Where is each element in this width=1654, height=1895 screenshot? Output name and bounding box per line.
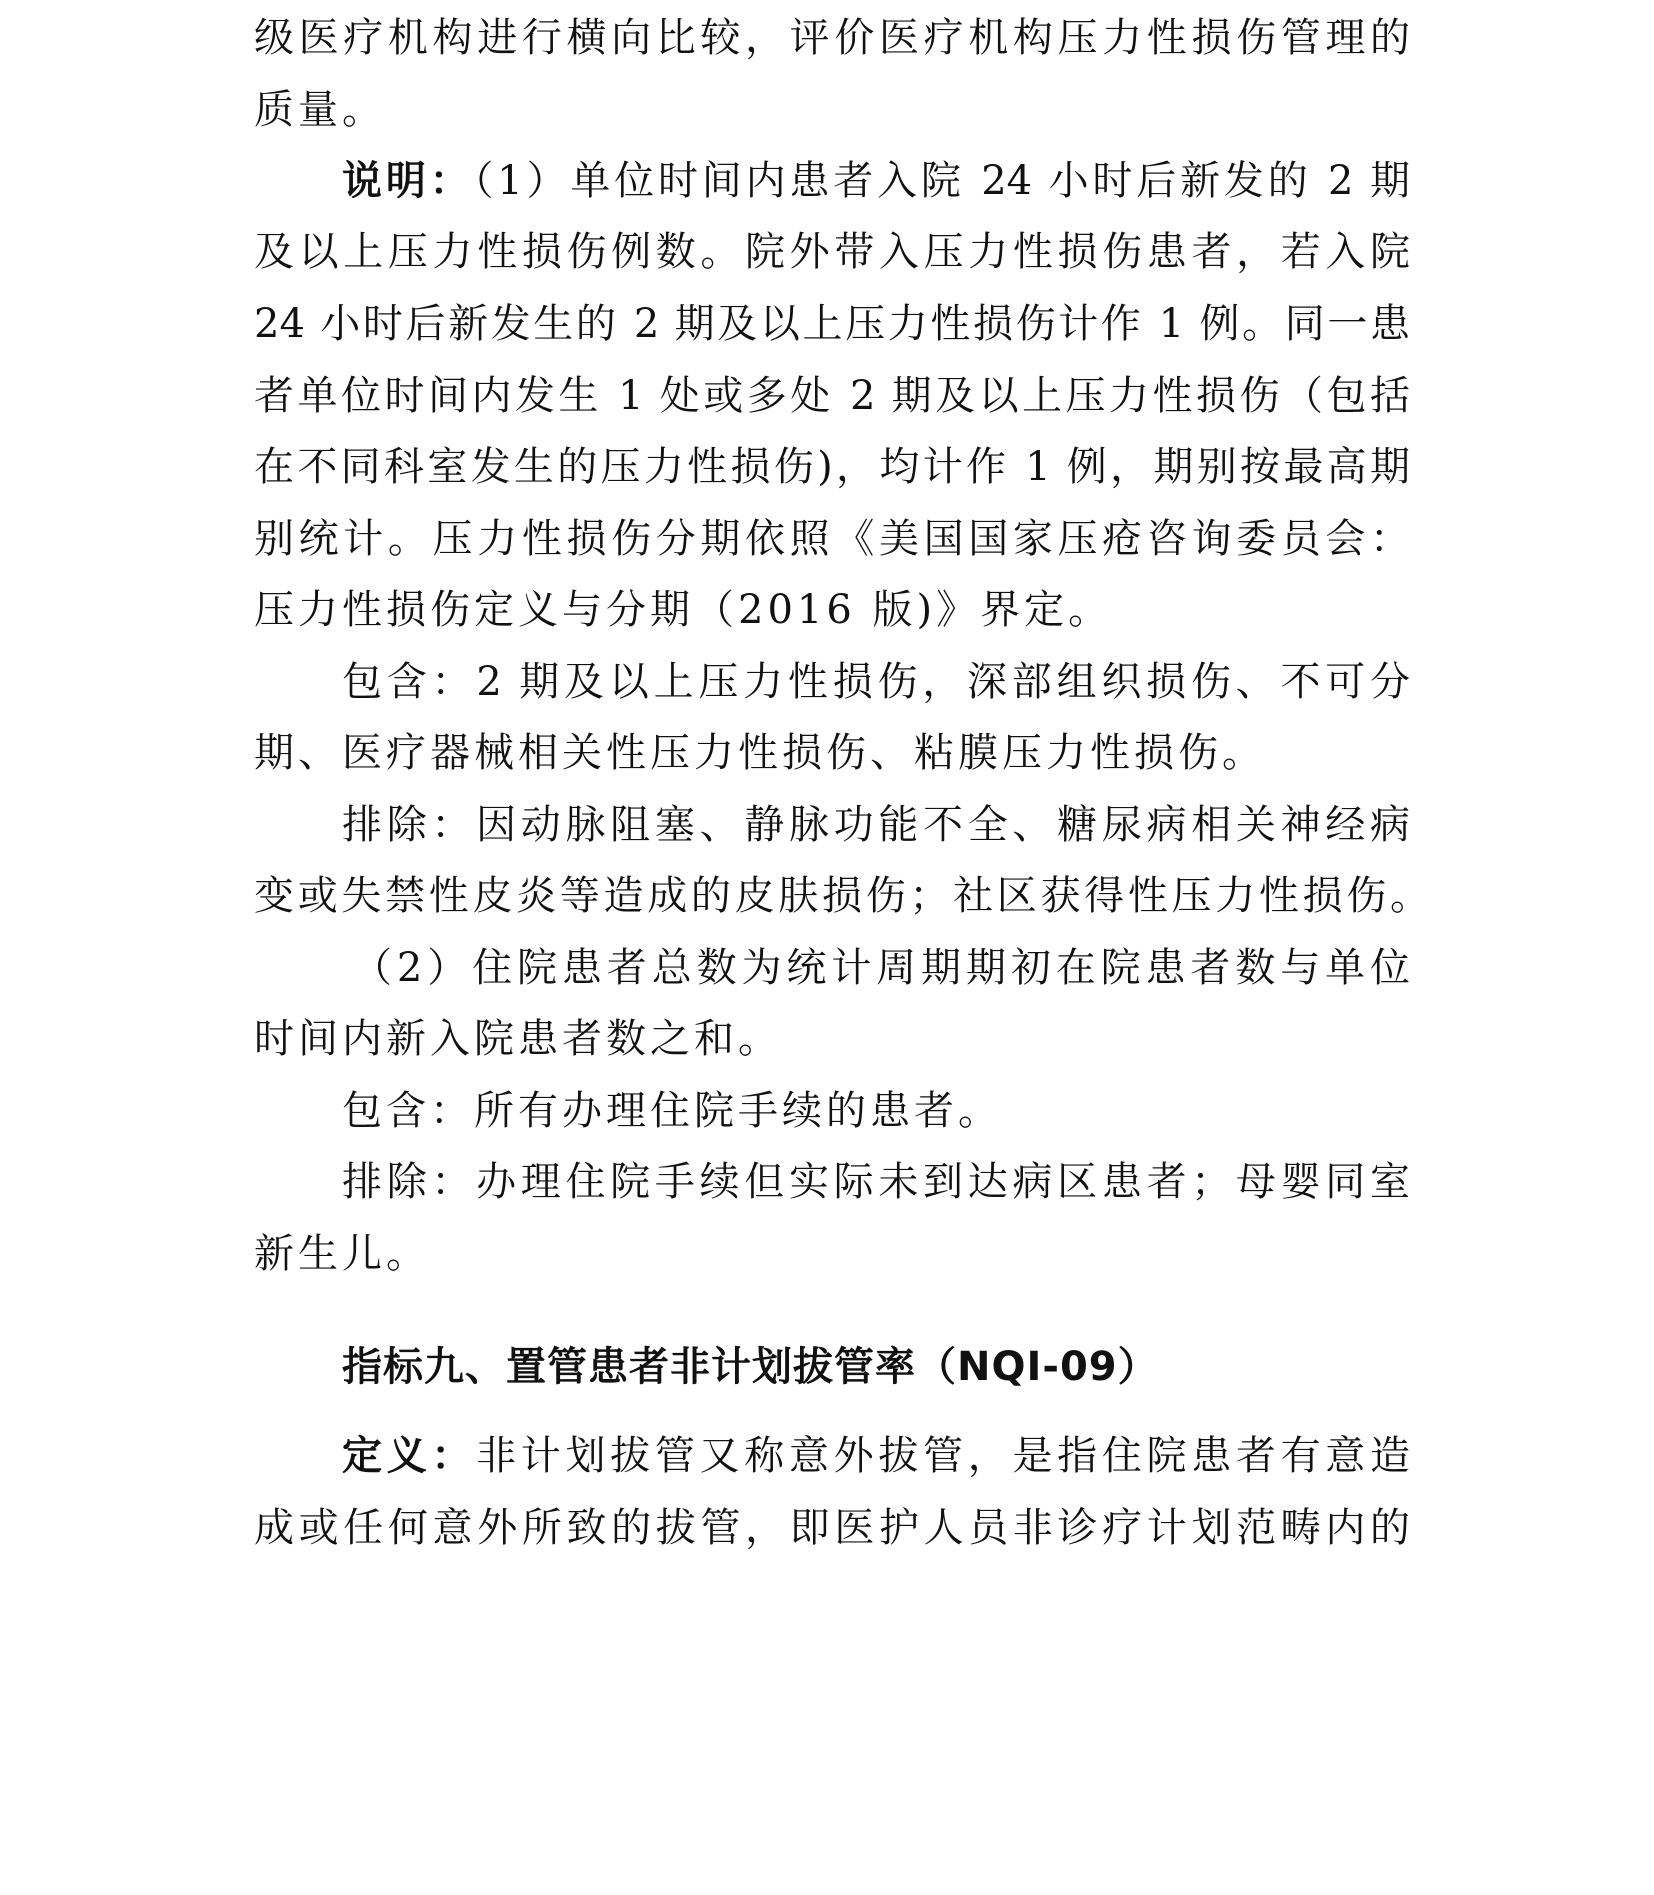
intro-line-2: 质量。 (254, 87, 386, 133)
note-2-line-1: （2）住院患者总数为统计周期期初在院患者数与单位 (352, 945, 1410, 991)
definition-label: 定义： (342, 1432, 477, 1479)
exclude-1-line-1: 排除：因动脉阻塞、静脉功能不全、糖尿病相关神经病 (342, 802, 1410, 848)
exclude-2-line-1: 排除：办理住院手续但实际未到达病区患者；母婴同室 (342, 1159, 1410, 1205)
exclude-1-line-2: 变或失禁性皮炎等造成的皮肤损伤；社区获得性压力性损伤。 (254, 873, 1430, 919)
note-paragraph-line-1 (342, 157, 1410, 205)
note-label: 说明： (342, 157, 474, 204)
definition-line-1 (342, 1432, 1410, 1480)
note-line-6: 别统计。压力性损伤分期依照《美国国家压疮咨询委员会： (254, 516, 1410, 562)
intro-line-1: 级医疗机构进行横向比较，评价医疗机构压力性损伤管理的 (254, 15, 1410, 61)
note-line-4: 者单位时间内发生 1 处或多处 2 期及以上压力性损伤（包括 (254, 373, 1410, 419)
note-line-2: 及以上压力性损伤例数。院外带入压力性损伤患者，若入院 (254, 229, 1410, 275)
include-1-line-2: 期、医疗器械相关性压力性损伤、粘膜压力性损伤。 (254, 730, 1266, 776)
section-heading: 指标九、置管患者非计划拔管率（NQI-09） (342, 1344, 1159, 1390)
note-text-1: （1）单位时间内患者入院 24 小时后新发的 2 期 (473, 158, 1411, 204)
definition-line-2: 成或任何意外所致的拔管，即医护人员非诊疗计划范畴内的 (254, 1505, 1410, 1551)
note-2-line-2: 时间内新入院患者数之和。 (254, 1016, 782, 1062)
include-1-line-1: 包含：2 期及以上压力性损伤，深部组织损伤、不可分 (342, 659, 1410, 705)
include-2-line-1: 包含：所有办理住院手续的患者。 (342, 1088, 1002, 1134)
exclude-2-line-2: 新生儿。 (254, 1231, 430, 1277)
definition-text-1: 非计划拔管又称意外拔管，是指住院患者有意造 (476, 1433, 1411, 1479)
note-line-5: 在不同科室发生的压力性损伤)，均计作 1 例，期别按最高期 (254, 444, 1410, 490)
note-line-7: 压力性损伤定义与分期（2016 版)》界定。 (254, 587, 1113, 633)
note-line-3: 24 小时后新发生的 2 期及以上压力性损伤计作 1 例。同一患 (254, 301, 1410, 347)
